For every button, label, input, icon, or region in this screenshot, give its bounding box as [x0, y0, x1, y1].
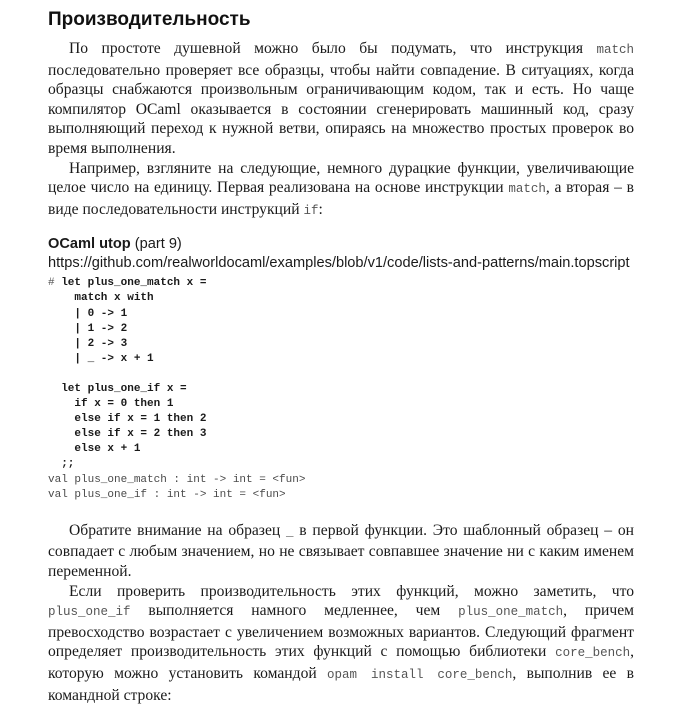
listing-url: https://github.com/realworldocaml/examples/blob/v1/code/lists-and-patterns/main.topscript: [48, 254, 630, 271]
paragraph-wildcard: Обратите внимание на образец _ в первой функции. Это шаблонный образец – он совпадает с любым значением, но не связывает совпавшее значение ни с каким именем переменной.: [48, 521, 634, 580]
code-listing: [48, 276, 634, 502]
section-title: Производительность: [48, 9, 251, 30]
code-input: let plus_one_match x = match x with | 0 -> 1 | 1 -> 2 | 2 -> 3 | _ -> x + 1 let plus_one_if x = if x = 0 then 1 else if x = 1 then 2 else if x = 2 then 3 else x + 1 ;;: [61, 277, 207, 471]
inline-code: core_bench: [555, 646, 631, 661]
inline-code: _: [286, 524, 294, 539]
paragraph-example: Например, взгляните на следующие, немного дурацкие функции, увеличивающие целое число на единицу. Первая реализована на основе инструкции match, а вторая – в виде последовательности инструкций if:: [48, 159, 634, 218]
listing-caption: [48, 235, 634, 254]
listing-part: (part 9): [130, 236, 182, 253]
inline-code: opam install core_bench: [327, 667, 513, 682]
listing-name: OCaml utop: [48, 236, 131, 253]
inline-code: plus_one_match: [458, 605, 564, 620]
paragraph-intro: По простоте душевной можно было бы подумать, что инструкция match последовательно проверяет все образцы, чтобы найти совпадение. В ситуациях, когда образцы снабжаются произвольным ограничивающим кодом, так и есть. Но чаще компилятор OCaml оказывается в состоянии сгенерировать машинный код, сразу выполняющий переход к нужной ветви, опираясь на множество простых проверок во время выполнения.: [48, 40, 634, 157]
code-output: val plus_one_match : int -> int = <fun> val plus_one_if : int -> int = <fun>: [48, 473, 306, 501]
utop-prompt: #: [48, 277, 55, 290]
page: [48, 8, 634, 705]
inline-code: plus_one_if: [48, 605, 131, 620]
paragraph-performance: Если проверить производительность этих функций, можно заметить, что plus_one_if выполняется намного медленнее, чем plus_one_match, причем превосходство возрастает с увеличением возможных вариантов. Следующий фрагмент определяет производительность этих функций с помощью библиотеки core_bench, которую можно установить командой opam install core_bench, выполнив ее в командной строке:: [48, 582, 635, 704]
inline-code: if: [303, 203, 319, 218]
inline-code: match: [508, 182, 546, 197]
inline-code: match: [596, 43, 634, 57]
